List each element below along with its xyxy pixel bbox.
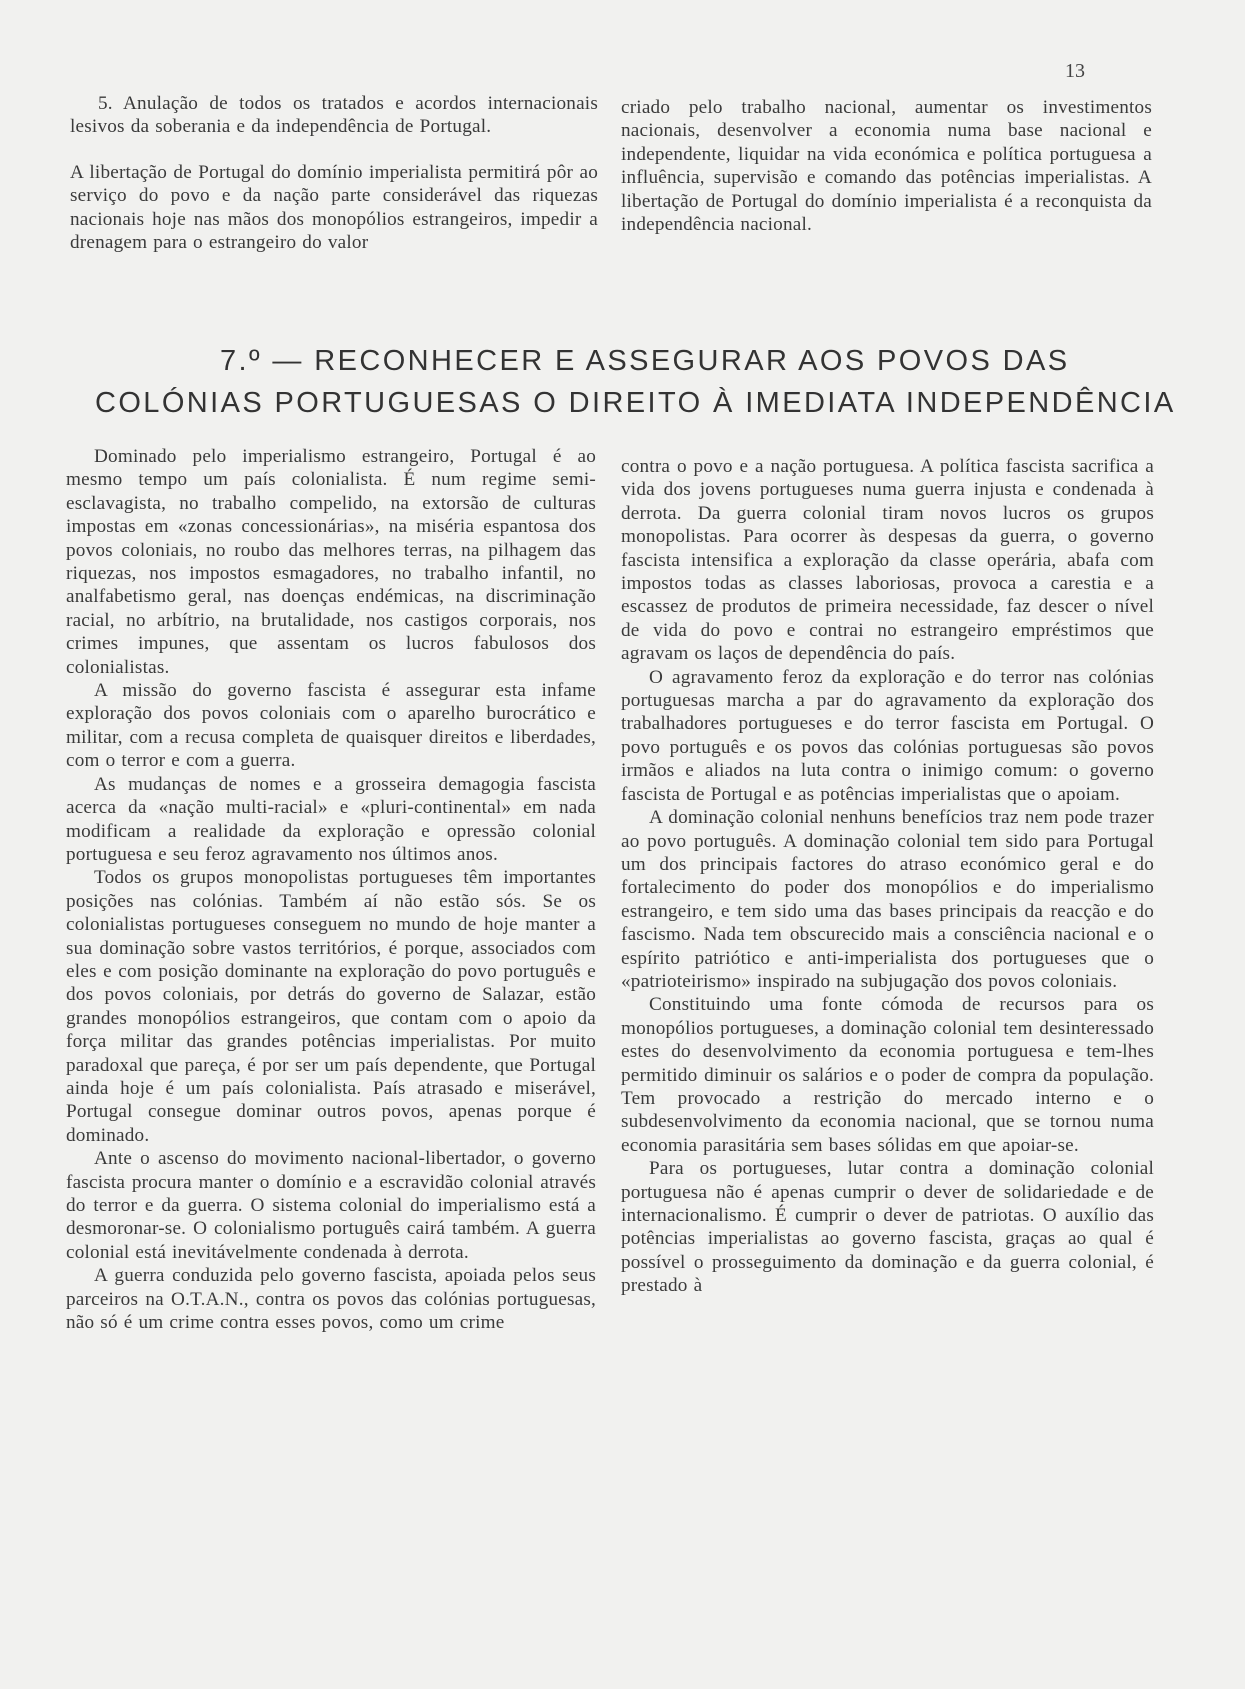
bottom-right-column [621, 455, 1154, 1298]
section-heading-line-2: COLÓNIAS PORTUGUESAS O DIREITO À IMEDIATA INDEPENDÊNCIA [95, 387, 1176, 419]
paragraph: A guerra conduzida pelo governo fascista, apoiada pelos seus parceiros na O.T.A.N., contra os povos das colónias portuguesas, não só é um crime contra esses povos, como um crime [66, 1265, 596, 1334]
bottom-left-column [66, 445, 596, 1334]
top-right-column [621, 96, 1152, 236]
paragraph: Constituindo uma fonte cómoda de recursos para os monopólios portugueses, a dominação colonial tem desinteressado estes do desenvolvimento da economia portuguesa e tem-lhes permitido diminuir os salários e o poder de compra da população. Tem provocado a restrição do mercado interno e o subdesenvolvimento da economia nacional, que se tornou numa economia parasitária sem bases sólidas em que apoiar-se. [621, 994, 1154, 1156]
paragraph: O agravamento feroz da exploração e do terror nas colónias portuguesas marcha a par do agravamento da exploração dos trabalhadores portugueses e do terror fascista em Portugal. O povo português e os povos das colónias portuguesas são povos irmãos e aliados na luta contra o inimigo comum: o governo fascista de Portugal e as potências imperialistas que o apoiam. [621, 666, 1154, 805]
paragraph: Dominado pelo imperialismo estrangeiro, Portugal é ao mesmo tempo um país colonialista. É num regime semi-esclavagista, no trabalho compelido, na extorsão de culturas impostas em «zonas concessionárias», na miséria espantosa dos povos coloniais, no roubo das melhores terras, na pilhagem das riquezas, nos impostos esmagadores, no trabalho infantil, no analfabetismo geral, nas doenças endémicas, na discriminação racial, no arbítrio, na brutalidade, nos castigos corporais, nos crimes impunes, que assentam os lucros fabulosos dos colonialistas. [66, 446, 596, 678]
section-heading-line-1: 7.º — RECONHECER E ASSEGURAR AOS POVOS DAS [220, 345, 1070, 377]
paragraph: As mudanças de nomes e a grosseira demagogia fascista acerca da «nação multi-racial» e «pluri-continental» em nada modificam a realidade da exploração e opressão colonial portuguesa e seu feroz agravamento nos últimos anos. [66, 773, 596, 865]
paragraph: Todos os grupos monopolistas portugueses têm importantes posições nas colónias. Também aí não estão sós. Se os colonialistas portugueses conseguem no mundo de hoje manter a sua dominação sobre vastos territórios, é porque, associados com eles e com posição dominante na exploração do povo português e dos povos coloniais, por detrás do governo de Salazar, estão grandes monopólios estrangeiros, que contam com o apoio da força militar das grandes potências imperialistas. Por muito paradoxal que pareça, é por ser um país dependente, que Portugal ainda hoje é um país colonialista. País atrasado e miserável, Portugal consegue dominar outros povos, apenas porque é dominado. [66, 867, 596, 1146]
paragraph: Ante o ascenso do movimento nacional-libertador, o governo fascista procura manter o domínio e a escravidão colonial através do terror e da guerra. O sistema colonial do imperialismo está a desmoronar-se. O colonialismo português cairá também. A guerra colonial está inevitávelmente condenada à derrota. [66, 1148, 596, 1263]
page-number: 13 [1065, 60, 1085, 82]
paragraph: 5. Anulação de todos os tratados e acordos internacionais lesivos da soberania e da independência de Portugal. [70, 93, 598, 138]
paragraph: criado pelo trabalho nacional, aumentar os investimentos nacionais, desenvolver a economia numa base nacional e independente, liquidar na vida económica e política portuguesa a influência, supervisão e comando das potências imperialistas. A libertação de Portugal do domínio imperialista é a reconquista da independência nacional. [621, 97, 1152, 236]
paragraph: Para os portugueses, lutar contra a dominação colonial portuguesa não é apenas cumprir o dever de solidariedade e de internacionalismo. É cumprir o dever de patriotas. O auxílio das potências imperialistas ao governo fascista, graças ao qual é possível o prosseguimento da dominação e da guerra colonial, é prestado à [621, 1158, 1154, 1297]
paragraph: A libertação de Portugal do domínio imperialista permitirá pôr ao serviço do povo e da nação parte considerável das riquezas nacionais hoje nas mãos dos monopólios estrangeiros, impedir a drenagem para o estrangeiro do valor [70, 161, 598, 254]
paragraph: A dominação colonial nenhuns benefícios traz nem pode trazer ao povo português. A dominação colonial tem sido para Portugal um dos principais factores do atraso económico geral e do fortalecimento do poder dos monopólios e do imperialismo estrangeiro, e tem sido uma das bases principais da reacção e do fascismo. Nada tem obscurecido mais a consciência nacional e o espírito patriótico e anti-imperialista dos portugueses que o «patrioteirismo» inspirado na subjugação dos povos coloniais. [621, 807, 1154, 992]
section-heading [95, 340, 1225, 424]
paragraph: contra o povo e a nação portuguesa. A política fascista sacrifica a vida dos jovens portugueses numa guerra injusta e condenada à derrota. Da guerra colonial tiram novos lucros os grupos monopolistas. Para ocorrer às despesas da guerra, o governo fascista intensifica a exploração da classe operária, abafa com impostos todas as classes laboriosas, provoca a carestia e a escassez de produtos de primeira necessidade, faz descer o nível de vida do povo e contrai no estrangeiro empréstimos que agravam os laços de dependência do país. [621, 456, 1154, 665]
top-left-column [70, 92, 598, 254]
paragraph: A missão do governo fascista é assegurar esta infame exploração dos povos coloniais com o aparelho burocrático e militar, com a recusa completa de quaisquer direitos e liberdades, com o terror e com a guerra. [66, 680, 596, 772]
